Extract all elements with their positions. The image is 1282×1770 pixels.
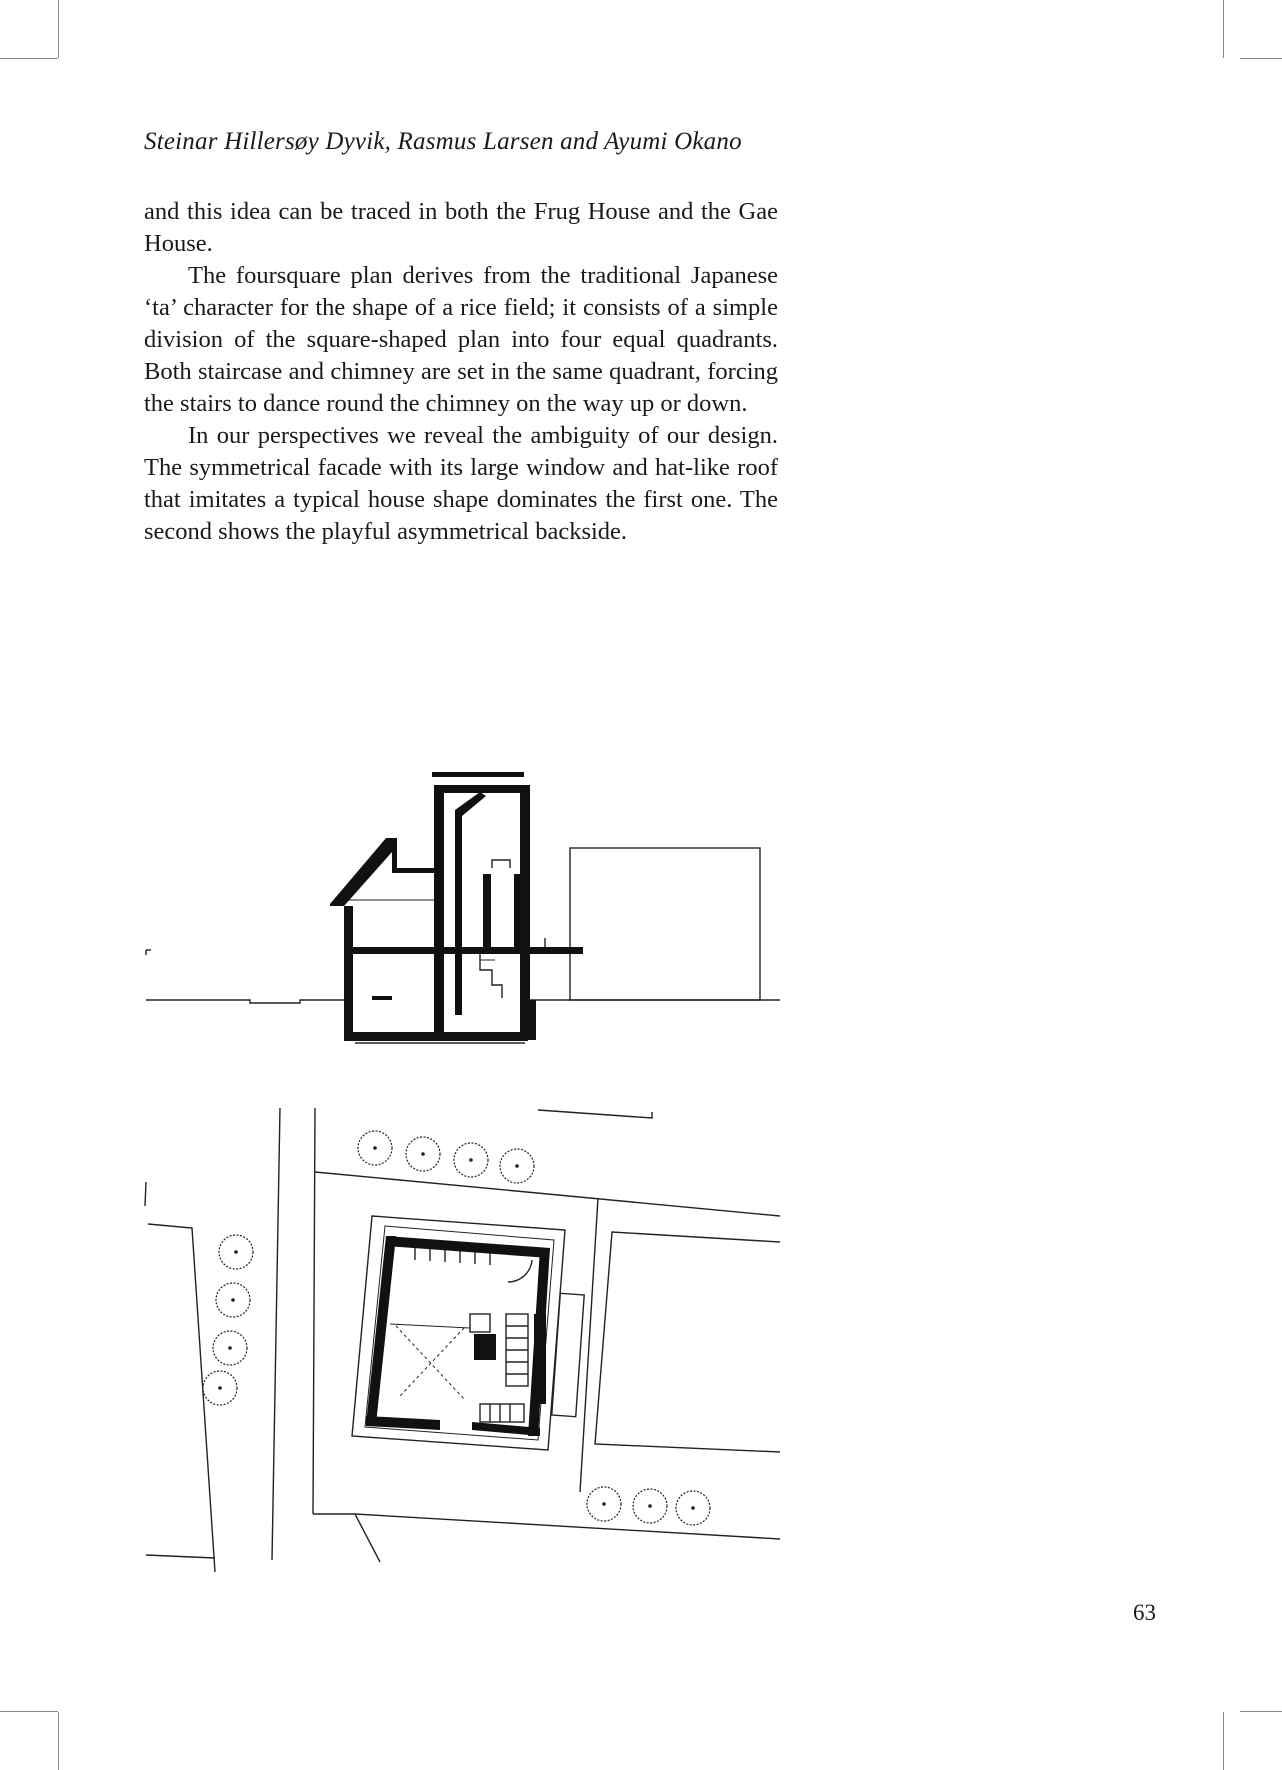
crop-mark: [1223, 0, 1224, 58]
page-number: 63: [1133, 1600, 1156, 1625]
crop-mark: [58, 1712, 59, 1770]
running-head: Steinar Hillersøy Dyvik, Rasmus Larsen and Ayumi Okano: [144, 128, 742, 155]
crop-mark: [0, 58, 58, 59]
paragraph: In our perspectives we reveal the ambiguity of our design. The symmetrical facade with its large window and hat-like roof that imitates a typical house shape dominates the first one. The second shows the playful asymmetrical backside.: [144, 422, 778, 545]
paragraph: The foursquare plan derives from the traditional Japanese ‘ta’ character for the shape of a rice field; it consists of a simple division of the square-shaped plan into four equal quadrants. Both staircase and chimney are set in the same quadrant, forcing the stairs to dance round the chimney on the way up or down.: [144, 262, 778, 417]
crop-mark: [58, 0, 59, 58]
site-plan: [140, 1102, 790, 1572]
crop-mark: [1240, 1711, 1282, 1712]
crop-mark: [1223, 1712, 1224, 1770]
body-text: [144, 196, 778, 548]
paragraph: and this idea can be traced in both the Frug House and the Gae House.: [144, 198, 778, 257]
crop-mark: [0, 1711, 58, 1712]
crop-mark: [1240, 58, 1282, 59]
section-drawing: [140, 770, 790, 1050]
